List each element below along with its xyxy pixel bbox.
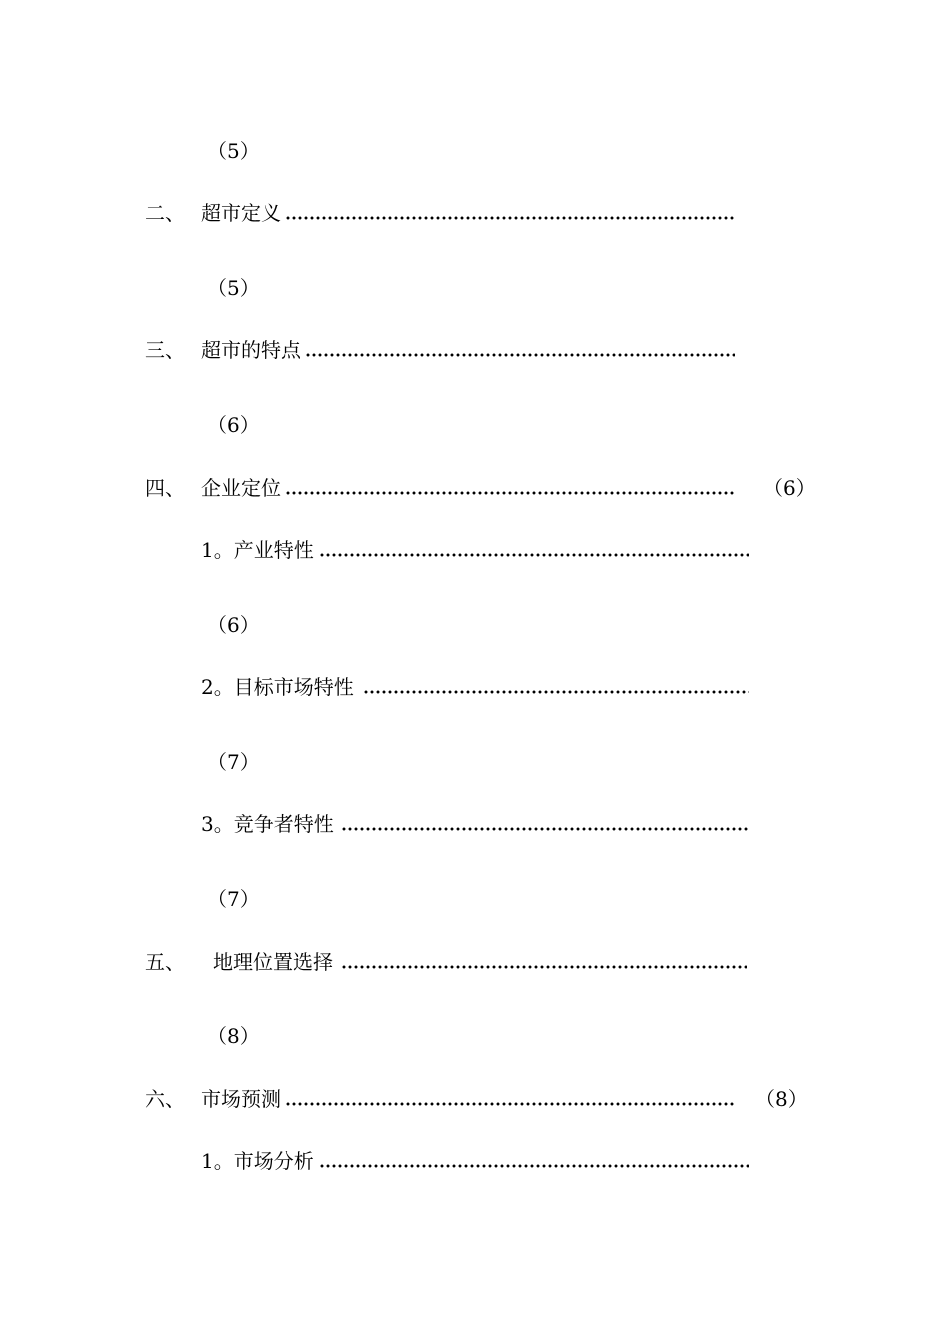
- dot-leader: [341, 827, 749, 831]
- toc-entry-title: 企业定位: [201, 476, 281, 500]
- dot-leader: [319, 1164, 749, 1168]
- toc-entry-title: 2。目标市场特性: [201, 675, 354, 699]
- toc-section-number: 六、: [145, 1087, 185, 1111]
- toc-section-number: 五、: [145, 950, 185, 974]
- toc-page-number: （6）: [207, 613, 260, 637]
- dot-leader: [285, 216, 735, 220]
- toc-entry-title: 超市定义: [201, 201, 281, 225]
- toc-entry-industry-characteristics[interactable]: [201, 537, 761, 563]
- toc-entry-target-market-characteristics[interactable]: [201, 674, 761, 700]
- toc-entry-supermarket-definition[interactable]: [145, 200, 745, 226]
- toc-entry-title: 地理位置选择: [213, 950, 333, 974]
- toc-entry-market-forecast[interactable]: [145, 1086, 808, 1112]
- toc-entry-market-analysis[interactable]: [201, 1148, 761, 1174]
- toc-page-number: （7）: [207, 750, 260, 774]
- toc-page-number: （7）: [207, 887, 260, 911]
- dot-leader: [305, 353, 735, 357]
- toc-entry-competitor-characteristics[interactable]: [201, 811, 761, 837]
- dot-leader: [341, 965, 747, 969]
- toc-entry-title: 3。竞争者特性: [201, 812, 334, 836]
- dot-leader: [285, 1102, 735, 1106]
- dot-leader: [285, 491, 735, 495]
- toc-page-number: （5）: [207, 139, 260, 163]
- toc-entry-location-selection[interactable]: [145, 949, 755, 975]
- toc-page-number: （8）: [207, 1024, 260, 1048]
- toc-entry-title: 市场预测: [201, 1087, 281, 1111]
- toc-entry-supermarket-features[interactable]: [145, 337, 745, 363]
- toc-page-number: （5）: [207, 276, 260, 300]
- toc-section-number: 二、: [145, 201, 185, 225]
- toc-entry-title: 1。市场分析: [201, 1149, 314, 1173]
- toc-section-number: 三、: [145, 338, 185, 362]
- toc-section-number: 四、: [145, 476, 185, 500]
- dot-leader: [363, 690, 749, 694]
- toc-page-number: （6）: [763, 476, 816, 500]
- toc-entry-enterprise-positioning[interactable]: [145, 475, 815, 501]
- toc-entry-title: 超市的特点: [201, 338, 301, 362]
- toc-page-number: （8）: [755, 1087, 808, 1111]
- dot-leader: [319, 553, 749, 557]
- toc-page-number: （6）: [207, 413, 260, 437]
- toc-entry-title: 1。产业特性: [201, 538, 314, 562]
